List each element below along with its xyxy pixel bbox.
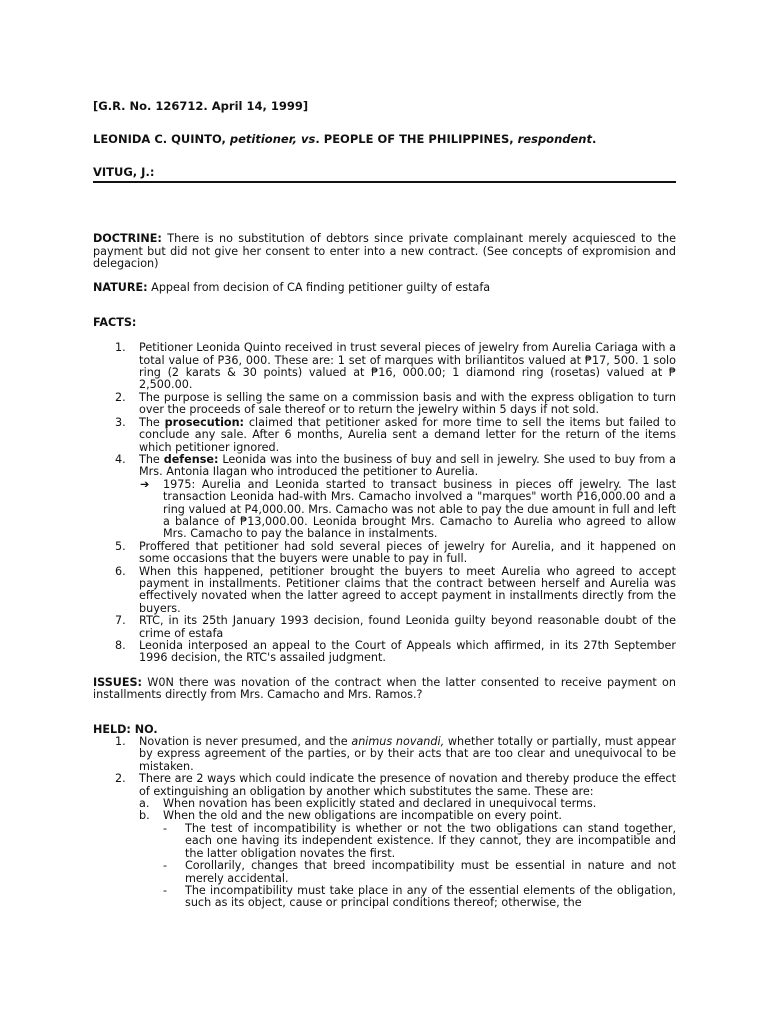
sub-b-text: When the old and the new obligations are incompatible on every point. xyxy=(163,809,562,823)
petitioner-name: LEONIDA C. QUINTO, xyxy=(93,132,230,147)
dash-bullet: - xyxy=(163,859,168,873)
fact-text: When this happened, petitioner brought the buyers to meet Aurelia who agreed to accept payment in installments. Petitioner claims that the contract between herself and Aurelia was effectively novated when the latter agreed to accept payment in installments directly from the buyers. xyxy=(139,564,676,615)
fact-item xyxy=(93,640,676,665)
held-dash-item xyxy=(93,823,676,860)
fact-number: 8. xyxy=(115,639,126,652)
fact-pre: The xyxy=(139,452,164,466)
fact-number: 4. xyxy=(115,452,126,466)
dash-bullet: - xyxy=(163,883,168,897)
sub-a-label: a. xyxy=(139,797,150,811)
fact-text: Proffered that petitioner had sold several pieces of jewelry for Aurelia, and it happened on some occasions that the buyers were unable to pay in full. xyxy=(139,539,676,566)
nature-text: Appeal from decision of CA finding petitioner guilty of estafa xyxy=(147,281,491,295)
held-item xyxy=(93,773,676,798)
issues-label: ISSUES: xyxy=(93,675,143,689)
fact-text: Leonida was into the business of buy and sell in jewelry. She used to buy from a Mrs. Antonia Ilagan who introduced the petitioner to Aurelia. xyxy=(139,452,676,479)
fact-sub-text: 1975: Aurelia and Leonida started to transact business in pieces off jewelry. The last transaction Leonida had-with Mrs. Camacho involved a "marques" worth P16,000.00 and a ring valued at P4,000.00. Mrs. Camacho was not able to pay the due amount in full and left a balance of ₱13,000.00. Leonida brought Mrs. Camacho to Aurelia who agreed to allow Mrs. Camacho to pay the balance in instalments. xyxy=(163,477,676,541)
fact-number: 7. xyxy=(115,614,126,628)
held-text: There are 2 ways which could indicate the presence of novation and thereby produce the effect of extinguishing an obligation by another which substitutes the same. These are: xyxy=(139,772,676,798)
respondent-role: respondent xyxy=(517,132,592,147)
fact-pre: The xyxy=(139,415,165,429)
fact-item xyxy=(93,566,676,616)
held-heading: HELD: NO. xyxy=(93,722,158,736)
parties-end: . xyxy=(591,132,597,147)
arrow-icon: ➔ xyxy=(140,477,150,491)
petitioner-role: petitioner xyxy=(229,132,293,147)
fact-number: 2. xyxy=(115,390,126,404)
facts-list xyxy=(93,342,676,665)
doctrine-text: There is no substitution of debtors since private complainant merely acquiesced to the payment but did not give her consent to enter into a new contract. (See concepts of expromision and delegacion) xyxy=(93,232,676,271)
fact-number: 3. xyxy=(115,415,126,429)
fact-text: RTC, in its 25th January 1993 decision, found Leonida guilty beyond reasonable doubt of the crime of estafa xyxy=(139,614,676,640)
sub-b-label: b. xyxy=(139,809,150,823)
held-number: 2. xyxy=(115,772,126,786)
fact-text: The purpose is selling the same on a commission basis and with the express obligation to turn over the proceeds of sale thereof or to return the jewelry within 5 days if not sold. xyxy=(139,390,676,417)
issues-text: W0N there was novation of the contract when the latter consented to receive payment on installments directly from Mrs. Camacho and Mrs. Ramos.? xyxy=(93,675,676,702)
fact-text: Petitioner Leonida Quinto received in trust several pieces of jewelry from Aurelia Cariaga with a total value of P36, 000. These are: 1 set of marques with briliantitos valued at ₱17, 500. 1 solo ring (2 karats & 30 points) valued at ₱16, 000.00; 1 diamond ring (rosetas) valued at ₱ 2,500.00. xyxy=(139,341,676,392)
dash-text: The incompatibility must take place in any of the essential elements of the obligation, such as its object, cause or principal conditions thereof; otherwise, the xyxy=(185,883,676,910)
fact-item xyxy=(93,541,676,566)
held-item xyxy=(93,736,676,773)
fact-number: 1. xyxy=(115,341,126,355)
held-dash-item xyxy=(93,860,676,885)
held-list xyxy=(93,736,676,798)
fact-sub-item xyxy=(93,479,676,541)
dash-bullet: - xyxy=(163,821,168,835)
fact-text: claimed that petitioner asked for more time to sell the items but failed to conclude any sale. After 6 months, Aurelia sent a demand letter for the return of the items which petitioner ignored. xyxy=(139,415,676,454)
fact-item xyxy=(93,392,676,417)
respondent-name: . PEOPLE OF THE PHILIPPINES, xyxy=(315,132,518,147)
defense-label: defense: xyxy=(163,452,219,466)
case-number: [G.R. No. 126712. April 14, 1999] xyxy=(93,99,309,113)
fact-item xyxy=(93,615,676,640)
fact-item xyxy=(93,342,676,392)
sub-a-text: When novation has been explicitly stated and declared in unequivocal terms. xyxy=(163,797,597,811)
doctrine-paragraph xyxy=(93,233,676,270)
animus-novandi: animus novandi, xyxy=(351,735,445,749)
fact-number: 6. xyxy=(115,564,126,578)
case-parties xyxy=(93,133,676,145)
fact-item xyxy=(93,454,676,479)
doctrine-label: DOCTRINE: xyxy=(93,232,162,246)
ponente: VITUG, J.: xyxy=(93,166,676,183)
issues-paragraph xyxy=(93,677,676,702)
dash-text: Corollarily, changes that breed incompatibility must be essential in nature and not merely accidental. xyxy=(185,859,676,885)
fact-number: 5. xyxy=(115,539,126,553)
held-pre: Novation is never presumed, and the xyxy=(139,735,352,749)
facts-heading: FACTS: xyxy=(93,315,137,329)
dash-text: The test of incompatibility is whether or not the two obligations can stand together, each one having its independent existence. If they cannot, they are incompatible and the latter obligation novates the first. xyxy=(185,821,676,860)
prosecution-label: prosecution: xyxy=(164,415,245,429)
versus: , vs xyxy=(292,132,316,147)
held-number: 1. xyxy=(115,735,126,749)
fact-text: Leonida interposed an appeal to the Court of Appeals which affirmed, in its 27th September 1996 decision, the RTC's assailed judgment. xyxy=(139,639,676,665)
held-post: whether totally or partially, must appear by express agreement of the parties, or by their acts that are too clear and unequivocal to be mistaken. xyxy=(139,735,677,773)
nature-paragraph xyxy=(93,282,676,294)
held-dash-item xyxy=(93,885,676,910)
nature-label: NATURE: xyxy=(93,281,148,295)
fact-item xyxy=(93,417,676,454)
